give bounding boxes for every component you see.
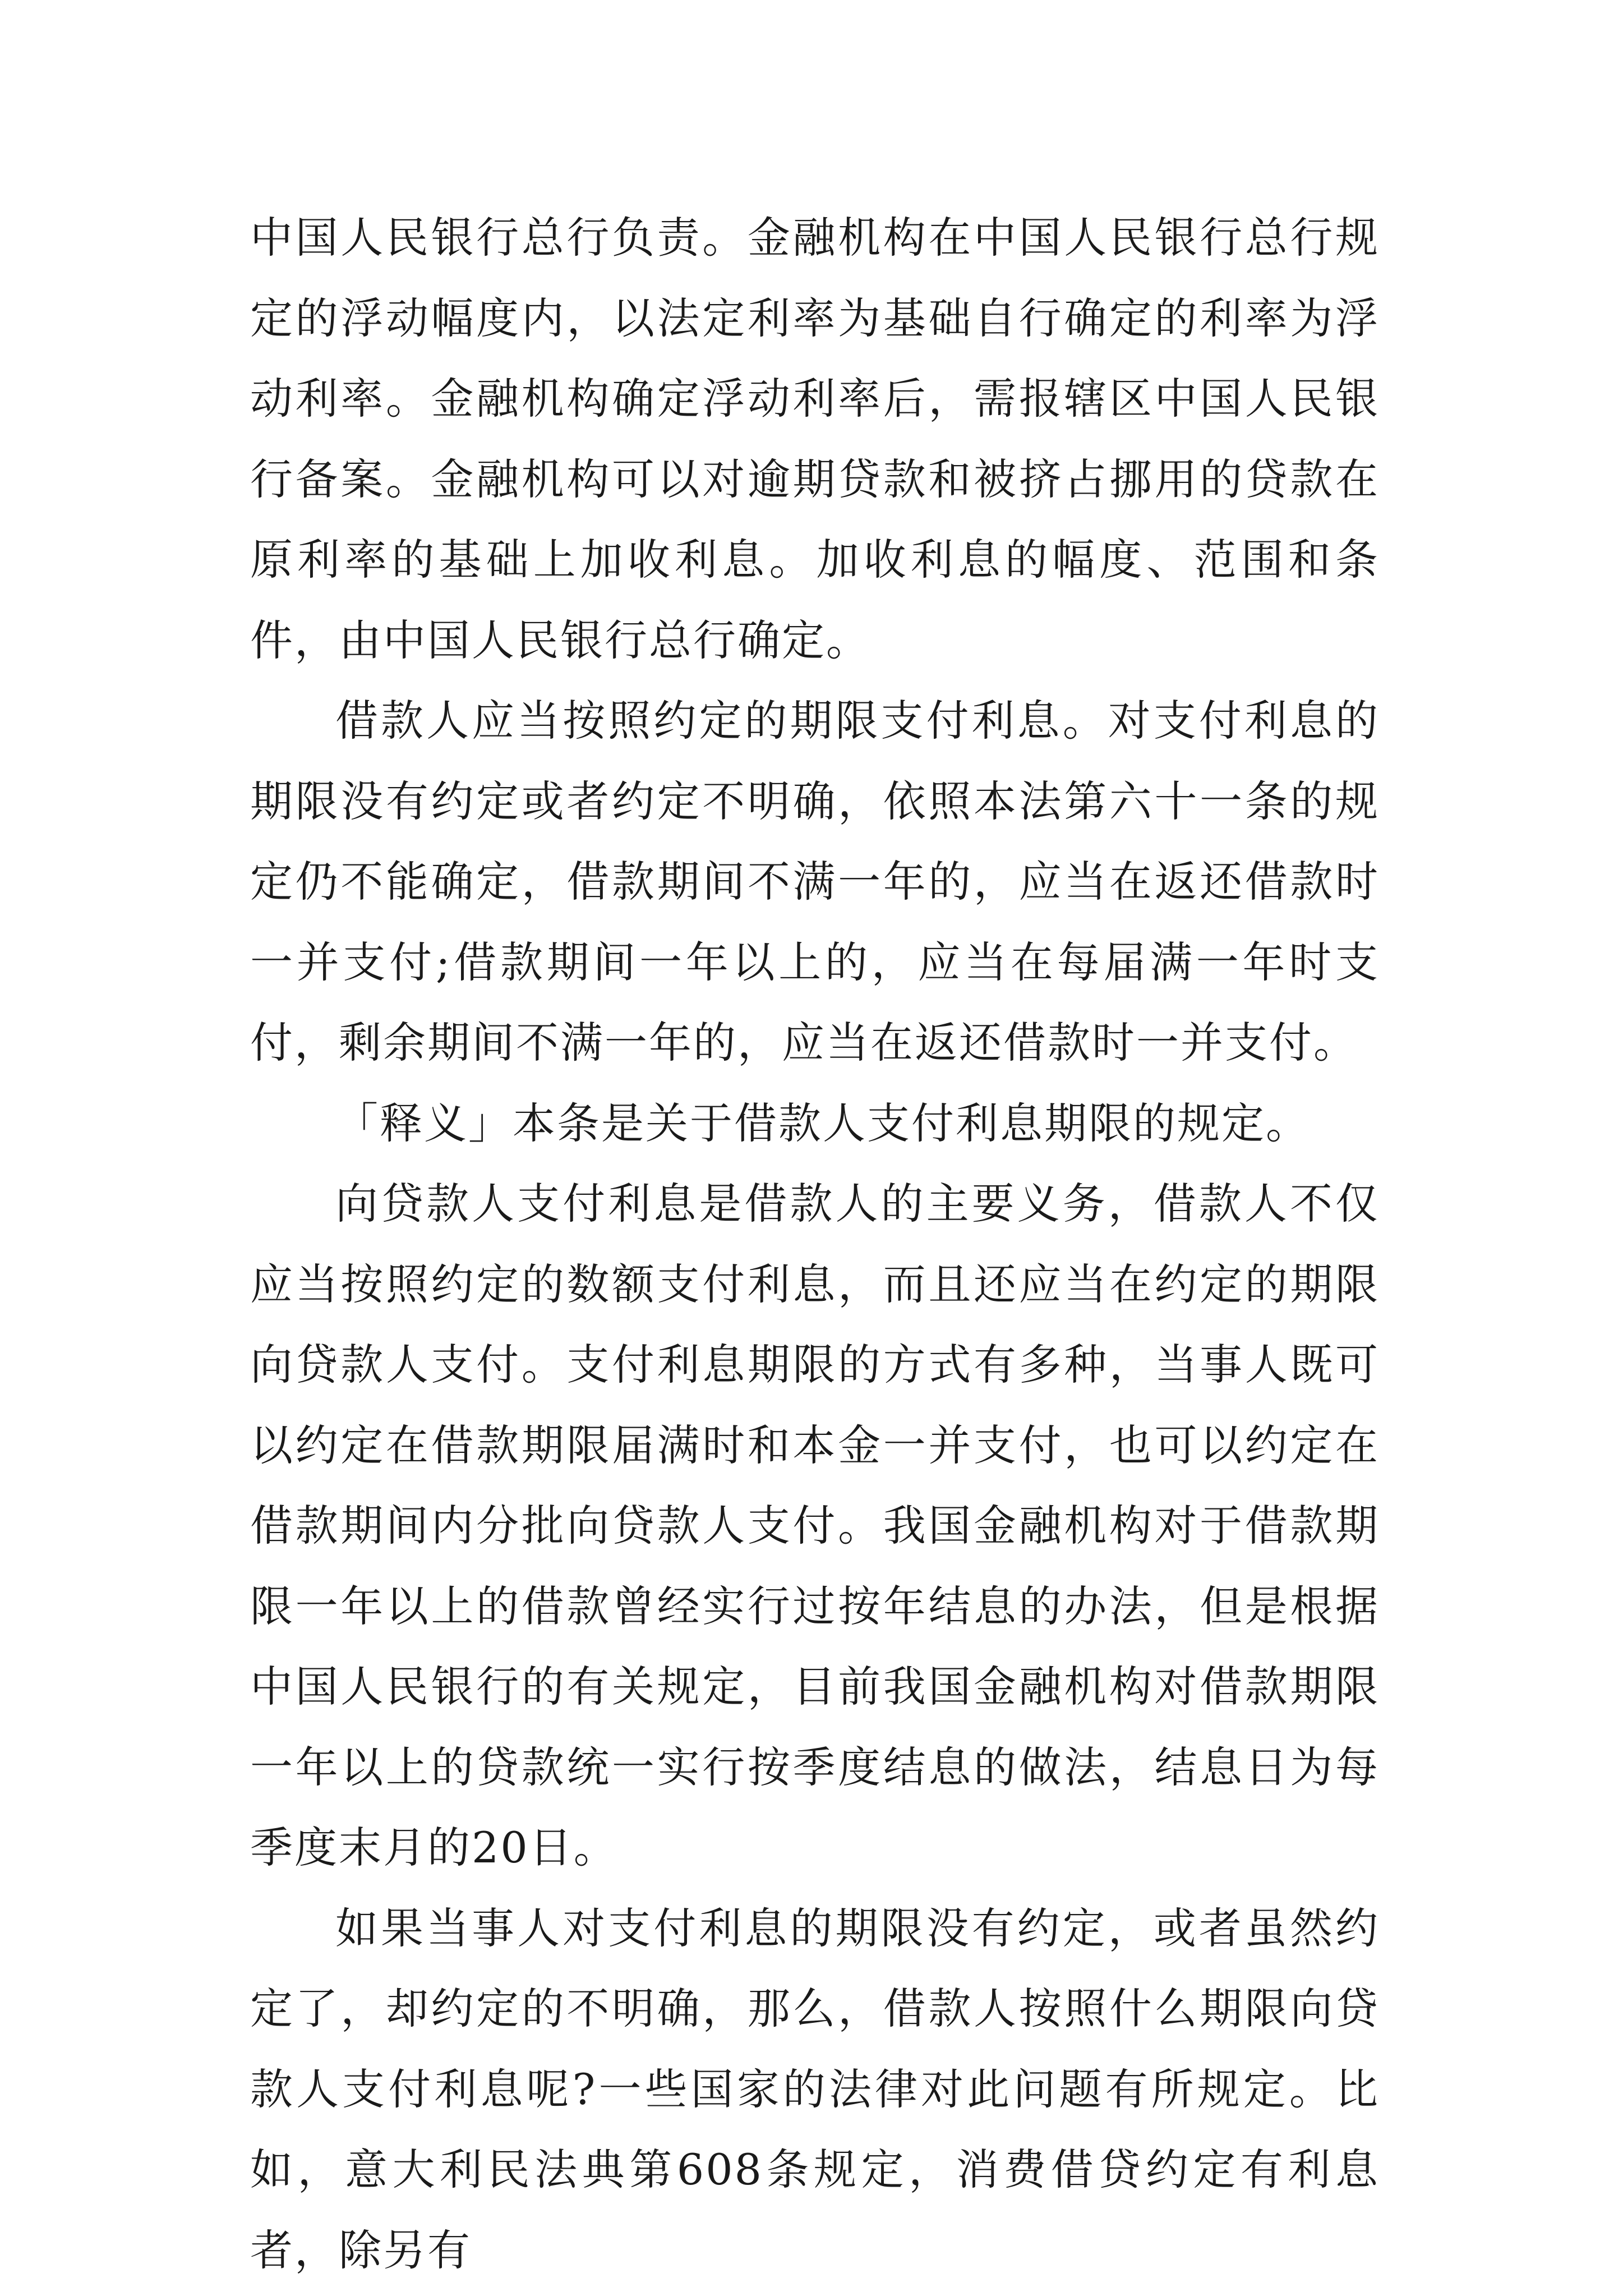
paragraph-interpretation-body: 向贷款人支付利息是借款人的主要义务，借款人不仅应当按照约定的数额支付利息，而且还应当在约定的期限向贷款人支付。支付利息期限的方式有多种，当事人既可以约定在借款期限届满时和本金一并支付，也可以约定在借款期间内分批向贷款人支付。我国金融机构对于借款期限一年以上的借款曾经实行过按年结息的办法，但是根据中国人民银行的有关规定，目前我国金融机构对借款期限一年以上的贷款统一实行按季度结息的做法，结息日为每季度末月的20日。 xyxy=(250,1179,1380,1872)
paragraph-foreign-law: 如果当事人对支付利息的期限没有约定，或者虽然约定了，却约定的不明确，那么，借款人按照什么期限向贷款人支付利息呢?一些国家的法律对此问题有所规定。比如，意大利民法典第608条规定，消费借贷约定有利息者，除另有 xyxy=(250,1903,1380,2275)
paragraph-article-text: 借款人应当按照约定的期限支付利息。对支付利息的期限没有约定或者约定不明确，依照本法第六十一条的规定仍不能确定，借款期间不满一年的，应当在返还借款时一并支付;借款期间一年以上的，应当在每届满一年时支付，剩余期间不满一年的，应当在返还借款时一并支付。 xyxy=(250,696,1380,1068)
paragraph-continuation: 中国人民银行总行负责。金融机构在中国人民银行总行规定的浮动幅度内，以法定利率为基础自行确定的利率为浮动利率。金融机构确定浮动利率后，需报辖区中国人民银行备案。金融机构可以对逾期贷款和被挤占挪用的贷款在原利率的基础上加收利息。加收利息的幅度、范围和条件，由中国人民银行总行确定。 xyxy=(250,213,1380,665)
paragraph-interpretation-heading: 「释义」本条是关于借款人支付利息期限的规定。 xyxy=(335,1098,1310,1148)
body-text xyxy=(250,197,1380,2290)
